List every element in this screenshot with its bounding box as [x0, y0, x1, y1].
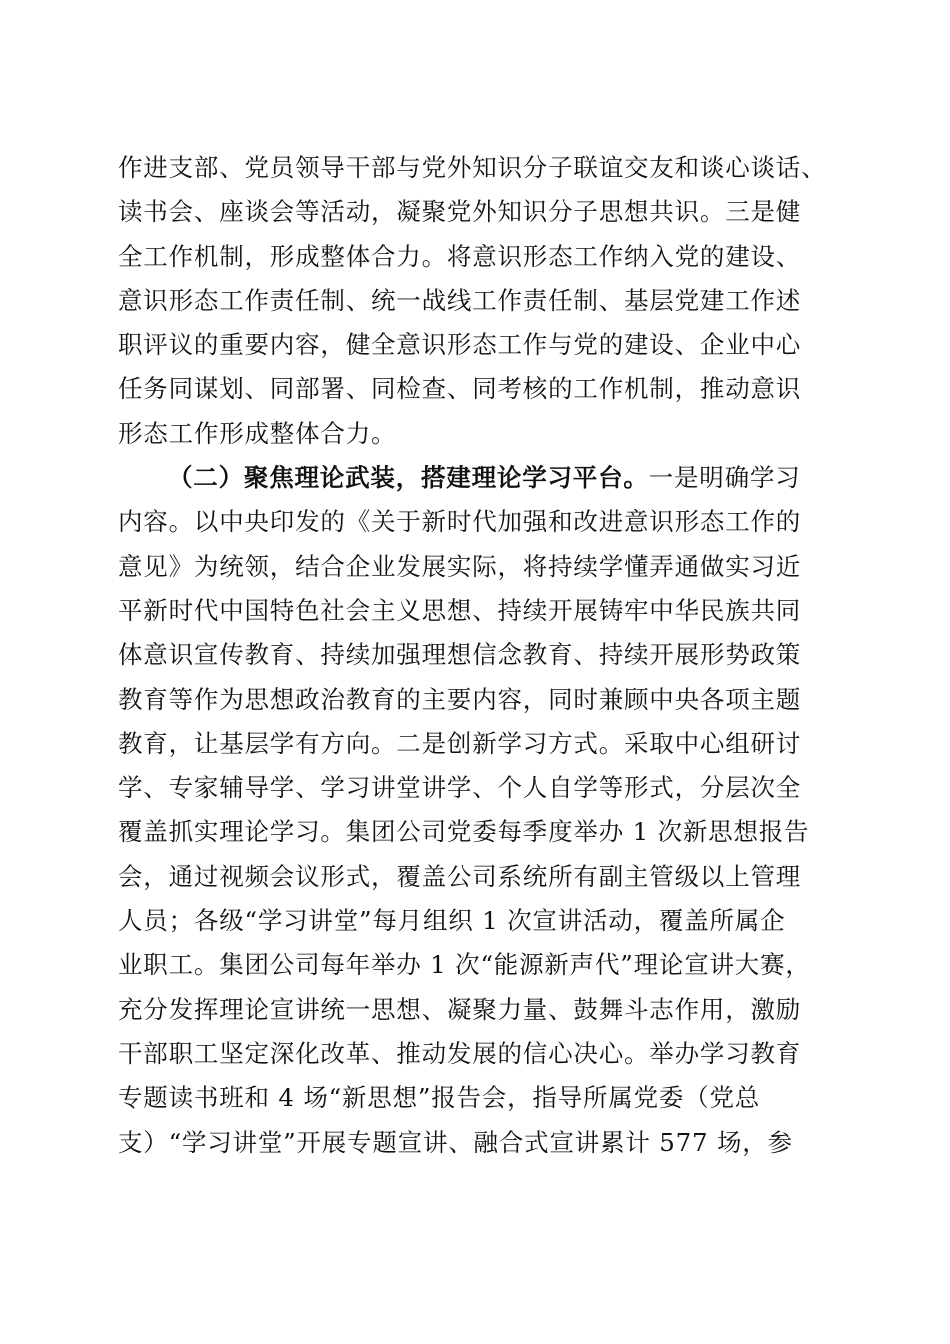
- document-body: [118, 146, 838, 1165]
- text-line: 意见》为统领，结合企业发展实际，将持续学懂弄通做实习近: [118, 551, 802, 581]
- text-line: 专题读书班和 4 场“新思想”报告会，指导所属党委（党总: [118, 1083, 761, 1113]
- text-line: 作进支部、党员领导干部与党外知识分子联谊交友和谈心谈话、: [118, 153, 827, 182]
- text-line: 内容。以中央印发的《关于新时代加强和改进意识形态工作的: [118, 507, 802, 537]
- paragraph-2: [118, 456, 838, 1165]
- text-line: 形态工作形成整体合力。: [118, 418, 397, 448]
- text-line: 读书会、座谈会等活动，凝聚党外知识分子思想共识。三是健: [118, 197, 802, 227]
- text-line: 全工作机制，形成整体合力。将意识形态工作纳入党的建设、: [118, 241, 802, 271]
- paragraph-1: [118, 146, 838, 456]
- text-line: 业职工。集团公司每年举办 1 次“能源新声代”理论宣讲大赛，: [118, 950, 811, 980]
- text-line: 体意识宣传教育、持续加强理想信念教育、持续开展形势政策: [118, 640, 802, 670]
- text-line: 学、专家辅导学、学习讲堂讲学、个人自学等形式，分层次全: [118, 773, 802, 803]
- text-line: 教育，让基层学有方向。二是创新学习方式。采取中心组研讨: [118, 728, 802, 758]
- text-segment: 一是明确学习: [648, 463, 801, 493]
- text-line: 意识形态工作责任制、统一战线工作责任制、基层党建工作述: [118, 285, 802, 315]
- text-line: 人员；各级“学习讲堂”每月组织 1 次宣讲活动，覆盖所属企: [118, 906, 786, 936]
- text-line: 覆盖抓实理论学习。集团公司党委每季度举办 1 次新思想报告: [118, 817, 810, 847]
- text-line: 教育等作为思想政治教育的主要内容，同时兼顾中央各项主题: [118, 684, 802, 714]
- text-line: 任务同谋划、同部署、同检查、同考核的工作机制，推动意识: [118, 374, 802, 404]
- text-line: 充分发挥理论宣讲统一思想、凝聚力量、鼓舞斗志作用，激励: [118, 994, 802, 1024]
- text-line: 平新时代中国特色社会主义思想、持续开展铸牢中华民族共同: [118, 595, 802, 625]
- text-line: 支）“学习讲堂”开展专题宣讲、融合式宣讲累计 577 场，参: [118, 1127, 793, 1157]
- text-line: 职评议的重要内容，健全意识形态工作与党的建设、企业中心: [118, 330, 802, 360]
- text-line: 会，通过视频会议形式，覆盖公司系统所有副主管级以上管理: [118, 861, 802, 891]
- text-line: 干部职工坚定深化改革、推动发展的信心决心。举办学习教育: [118, 1038, 802, 1068]
- section-heading: （二）聚焦理论武装，搭建理论学习平台。: [168, 463, 649, 493]
- text-line-first: [118, 456, 838, 500]
